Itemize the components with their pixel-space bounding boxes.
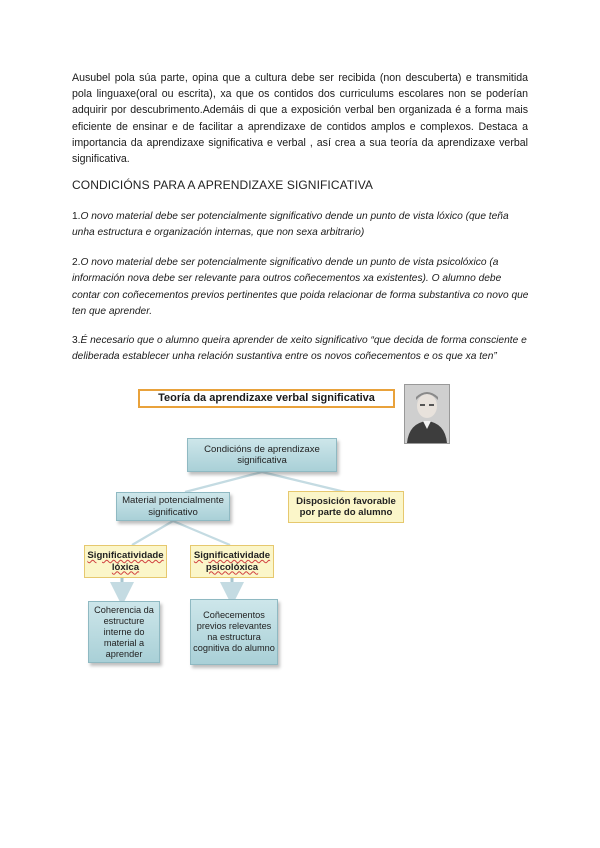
node-conecementos: Coñecementos previos relevantes na estructura cognitiva do alumno bbox=[190, 599, 278, 665]
connector-line bbox=[173, 521, 230, 545]
node-sig-psico-label: Significatividade psicolóxica bbox=[193, 550, 271, 573]
condition-item-2 bbox=[72, 255, 532, 321]
condition-text: É necesario que o alumno queira aprender de xeito significativo “que decida de forma consciente e deliberada establecer unha relación sustantiva entre os novos coñecementos e os que xa ten” bbox=[72, 335, 527, 363]
diagram-title: Teoría da aprendizaxe verbal significativa bbox=[138, 389, 395, 408]
connector-line bbox=[262, 472, 345, 492]
ausubel-portrait bbox=[404, 384, 450, 444]
condition-text: O novo material debe ser potencialmente significativo dende un punto de vista psicolóxico (a información nova debe ser relevante para outros coñecementos xa existentes). O alumno debe contar con coñecementos previos pertinentes que poida relacionar de forma substantiva co novo que ten que aprender. bbox=[72, 257, 529, 318]
condition-item-1 bbox=[72, 209, 532, 242]
node-coherencia: Coherencia da estructure interne do material a aprender bbox=[88, 601, 160, 663]
node-root: Condicións de aprendizaxe significativa bbox=[187, 438, 337, 472]
connector-line bbox=[185, 472, 262, 492]
condition-text: O novo material debe ser potencialmente significativo dende un punto de vista lóxico (que teña unha estructura e organización internas, que non sexa arbitrario) bbox=[72, 211, 509, 239]
portrait-image bbox=[405, 385, 449, 443]
intro-paragraph: Ausubel pola súa parte, opina que a cultura debe ser recibida (non descuberta) e transmitida pola linguaxe(oral ou escrita), xa que os contidos dos curriculums escolares non se poderían adquirir por descubrimento.Ademáis di que a exposición verbal ben organizada é a forma mais eficiente de ensinar e de facilitar a aprendizaxe de contidos amplos e complexos. Destaca a importancia da aprendizaxe significativa e verbal , así crea a sua teoría da aprendizaxe verbal significativa. bbox=[72, 72, 528, 166]
condition-number: 3. bbox=[72, 335, 81, 346]
connector-line bbox=[132, 521, 173, 545]
node-sig-logica-label: Significatividade lóxica bbox=[87, 550, 164, 573]
condition-number: 2. bbox=[72, 257, 81, 268]
section-heading: CONDICIÓNS PARA A APRENDIZAXE SIGNIFICATIVA bbox=[72, 178, 374, 192]
node-material: Material potencialmente significativo bbox=[116, 492, 230, 521]
node-sig-logica bbox=[84, 545, 167, 578]
condition-number: 1. bbox=[72, 211, 81, 222]
condition-item-3 bbox=[72, 333, 532, 366]
node-sig-psico bbox=[190, 545, 274, 578]
node-disposicion: Disposición favorable por parte do alumno bbox=[288, 491, 404, 523]
